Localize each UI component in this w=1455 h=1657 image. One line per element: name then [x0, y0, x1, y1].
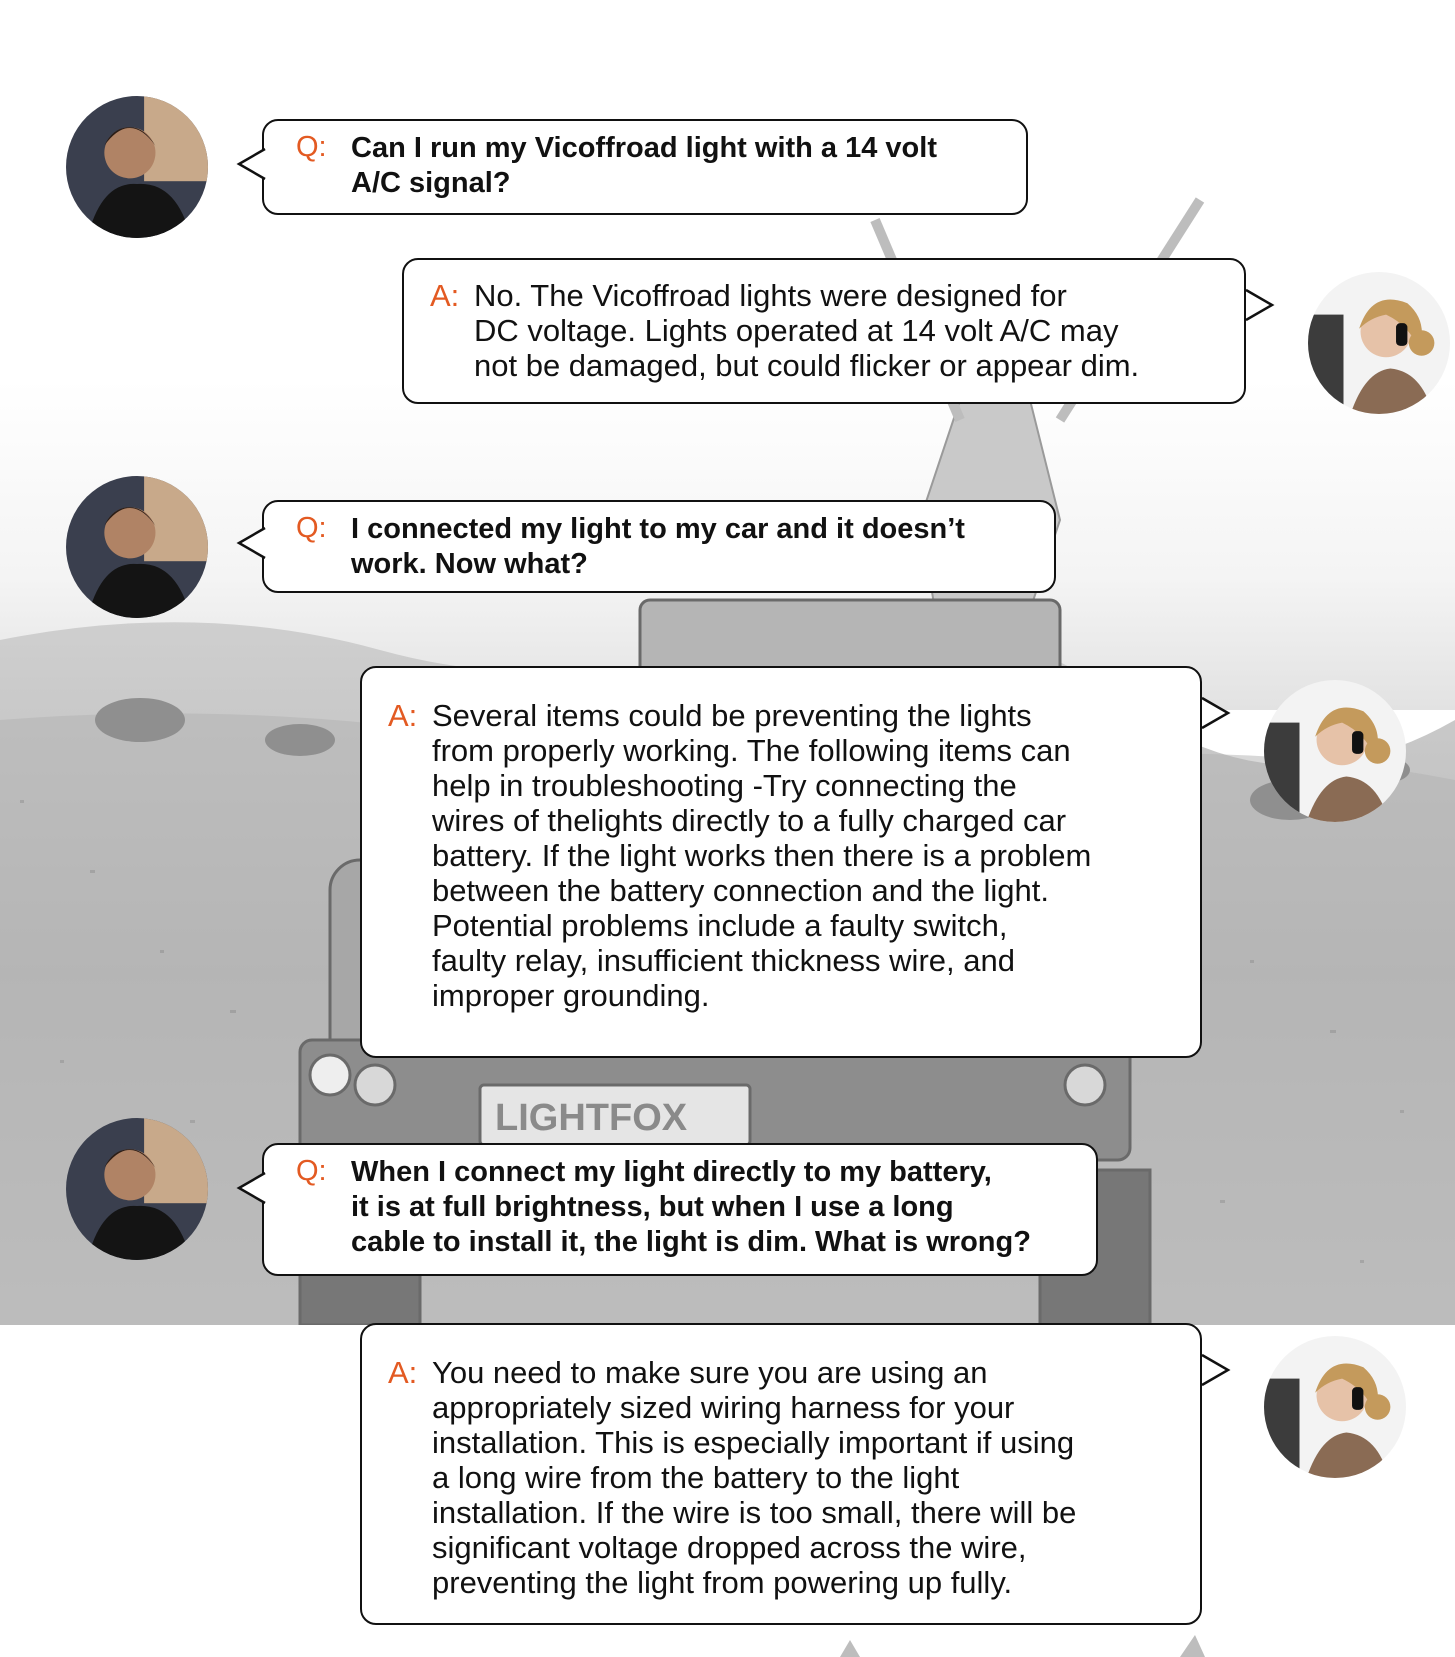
- customer-avatar: [66, 1118, 208, 1260]
- support-agent-avatar: [1264, 680, 1406, 822]
- support-agent-avatar: [1308, 272, 1450, 414]
- answer-bubble: [360, 1323, 1202, 1625]
- answer-text: Several items could be preventing the lights from properly working. The following items can help in troubleshooting -Try connecting the wires of thelights directly to a fully charged car battery. If the light works then there is a problem between the battery connection and the light. Potential problems include a faulty switch, faulty relay, insufficient thickness wire, and improper grounding.: [432, 698, 1092, 1013]
- license-plate-text: LIGHTFOX: [495, 1097, 688, 1139]
- question-text: I connected my light to my car and it doesn’t work. Now what?: [351, 513, 965, 580]
- question-prefix: Q:: [296, 131, 327, 163]
- customer-avatar: [66, 96, 208, 238]
- question-bubble: [262, 119, 1028, 215]
- answer-bubble: [360, 666, 1202, 1058]
- customer-avatar: [66, 476, 208, 618]
- answer-text: No. The Vicoffroad lights were designed for DC voltage. Lights operated at 14 volt A/C may not be damaged, but could flicker or appear dim.: [474, 278, 1140, 383]
- answer-bubble: [402, 258, 1246, 404]
- question-bubble: [262, 500, 1056, 593]
- question-prefix: Q:: [296, 512, 327, 544]
- question-text: When I connect my light directly to my battery, it is at full brightness, but when I use a long cable to install it, the light is dim. What is wrong?: [351, 1156, 1031, 1258]
- answer-prefix: A:: [388, 698, 418, 733]
- answer-prefix: A:: [430, 278, 460, 313]
- question-text: Can I run my Vicoffroad light with a 14 volt A/C signal?: [351, 132, 937, 199]
- support-agent-avatar: [1264, 1336, 1406, 1478]
- answer-text: You need to make sure you are using an appropriately sized wiring harness for your installation. This is especially important if using a long wire from the battery to the light installation. If the wire is too small, there will be significant voltage dropped across the wire, preventing the light from powering up fully.: [432, 1355, 1077, 1600]
- question-prefix: Q:: [296, 1155, 327, 1187]
- question-bubble: [262, 1143, 1098, 1276]
- answer-prefix: A:: [388, 1355, 418, 1390]
